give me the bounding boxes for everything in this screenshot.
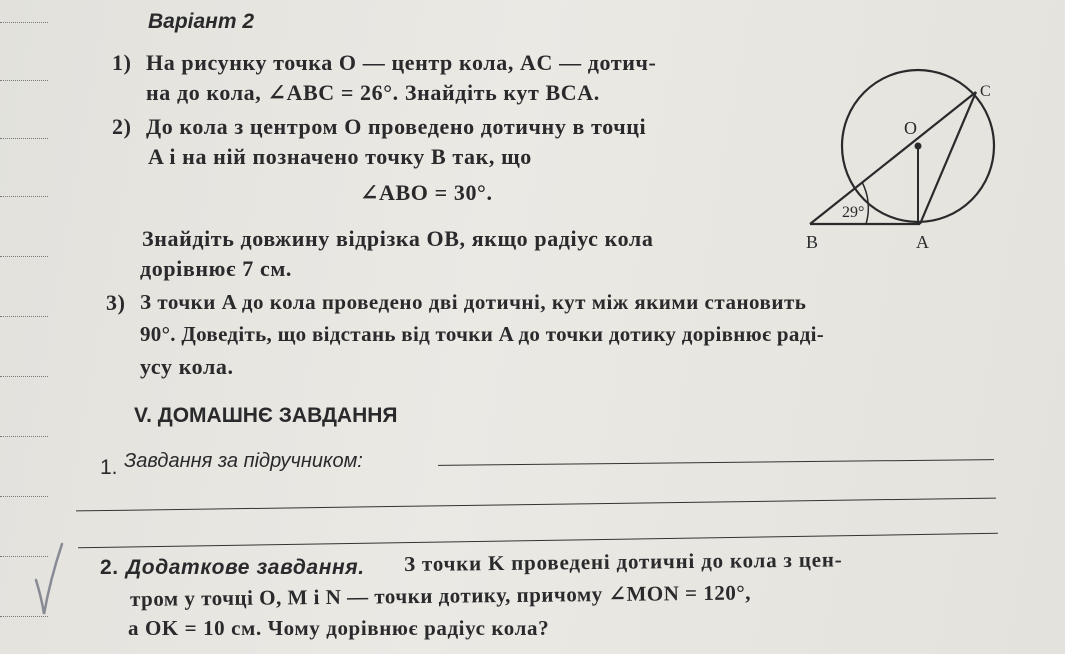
- homework-item-2-label: Додаткове завдання.: [126, 556, 365, 579]
- answer-line[interactable]: [76, 498, 996, 512]
- homework-item-2-line-2: тром у точці O, M і N — точки дотику, причому ∠MON = 120°,: [129, 580, 752, 611]
- problem-number: 1): [112, 50, 132, 75]
- margin-dotted-line: [0, 496, 48, 498]
- problem-2-line-2: A і на ній позначено точку B так, що: [148, 144, 532, 169]
- homework-item-2-line-3: а OK = 10 см. Чому дорівнює радіус кола?: [128, 616, 550, 640]
- margin-dotted-line: [0, 138, 48, 140]
- margin-dotted-line: [0, 80, 48, 82]
- problem-2-line-4: Знайдіть довжину відрізка OB, якщо радіус кола: [142, 226, 654, 251]
- problem-2-line-5: дорівнює 7 см.: [140, 256, 293, 281]
- problem-3-line-1: З точки A до кола проведено дві дотичні, кут між якими становить: [140, 290, 807, 314]
- problem-3-line-2: 90°. Доведіть, що відстань від точки A до точки дотику дорівнює раді-: [140, 322, 825, 346]
- homework-item-2-line-1: З точки K проведені дотичні до кола з цен-: [403, 547, 843, 576]
- pencil-checkmark-icon: [28, 540, 68, 620]
- margin-dotted-line: [0, 196, 48, 198]
- center-point-O: [915, 143, 922, 150]
- homework-item-2-number: 2.: [100, 556, 119, 579]
- margin-dotted-line: [0, 22, 48, 24]
- circle-tangent-figure: [796, 62, 1006, 262]
- label-C: C: [980, 83, 991, 100]
- homework-item-1-number: 1.: [100, 456, 118, 479]
- homework-heading: V. ДОМАШНЄ ЗАВДАННЯ: [134, 404, 398, 427]
- label-B: B: [806, 232, 819, 252]
- homework-item-1-label: Завдання за підручником:: [124, 450, 363, 472]
- margin-dotted-line: [0, 256, 48, 258]
- answer-line[interactable]: [438, 459, 994, 466]
- problem-2-line-3: ∠ABO = 30°.: [360, 180, 493, 205]
- label-A: A: [916, 232, 929, 252]
- segment-BC: [810, 92, 976, 224]
- problem-number: 2): [112, 114, 132, 139]
- answer-line[interactable]: [78, 533, 998, 548]
- margin-dotted-line: [0, 376, 48, 378]
- problem-2-line-1: До кола з центром O проведено дотичну в точці: [146, 114, 647, 139]
- margin-dotted-line: [0, 316, 48, 318]
- problem-1-line-2: на до кола, ∠ABC = 26°. Знайдіть кут BCA.: [146, 80, 600, 105]
- label-angle: 29°: [842, 204, 865, 221]
- problem-1-line-1: На рисунку точка O — центр кола, AC — дотич-: [146, 50, 657, 75]
- label-O: O: [904, 118, 917, 138]
- margin-dotted-line: [0, 436, 48, 438]
- problem-number: 3): [106, 290, 126, 315]
- variant-title: Варіант 2: [148, 10, 255, 33]
- problem-3-line-3: усу кола.: [140, 354, 234, 379]
